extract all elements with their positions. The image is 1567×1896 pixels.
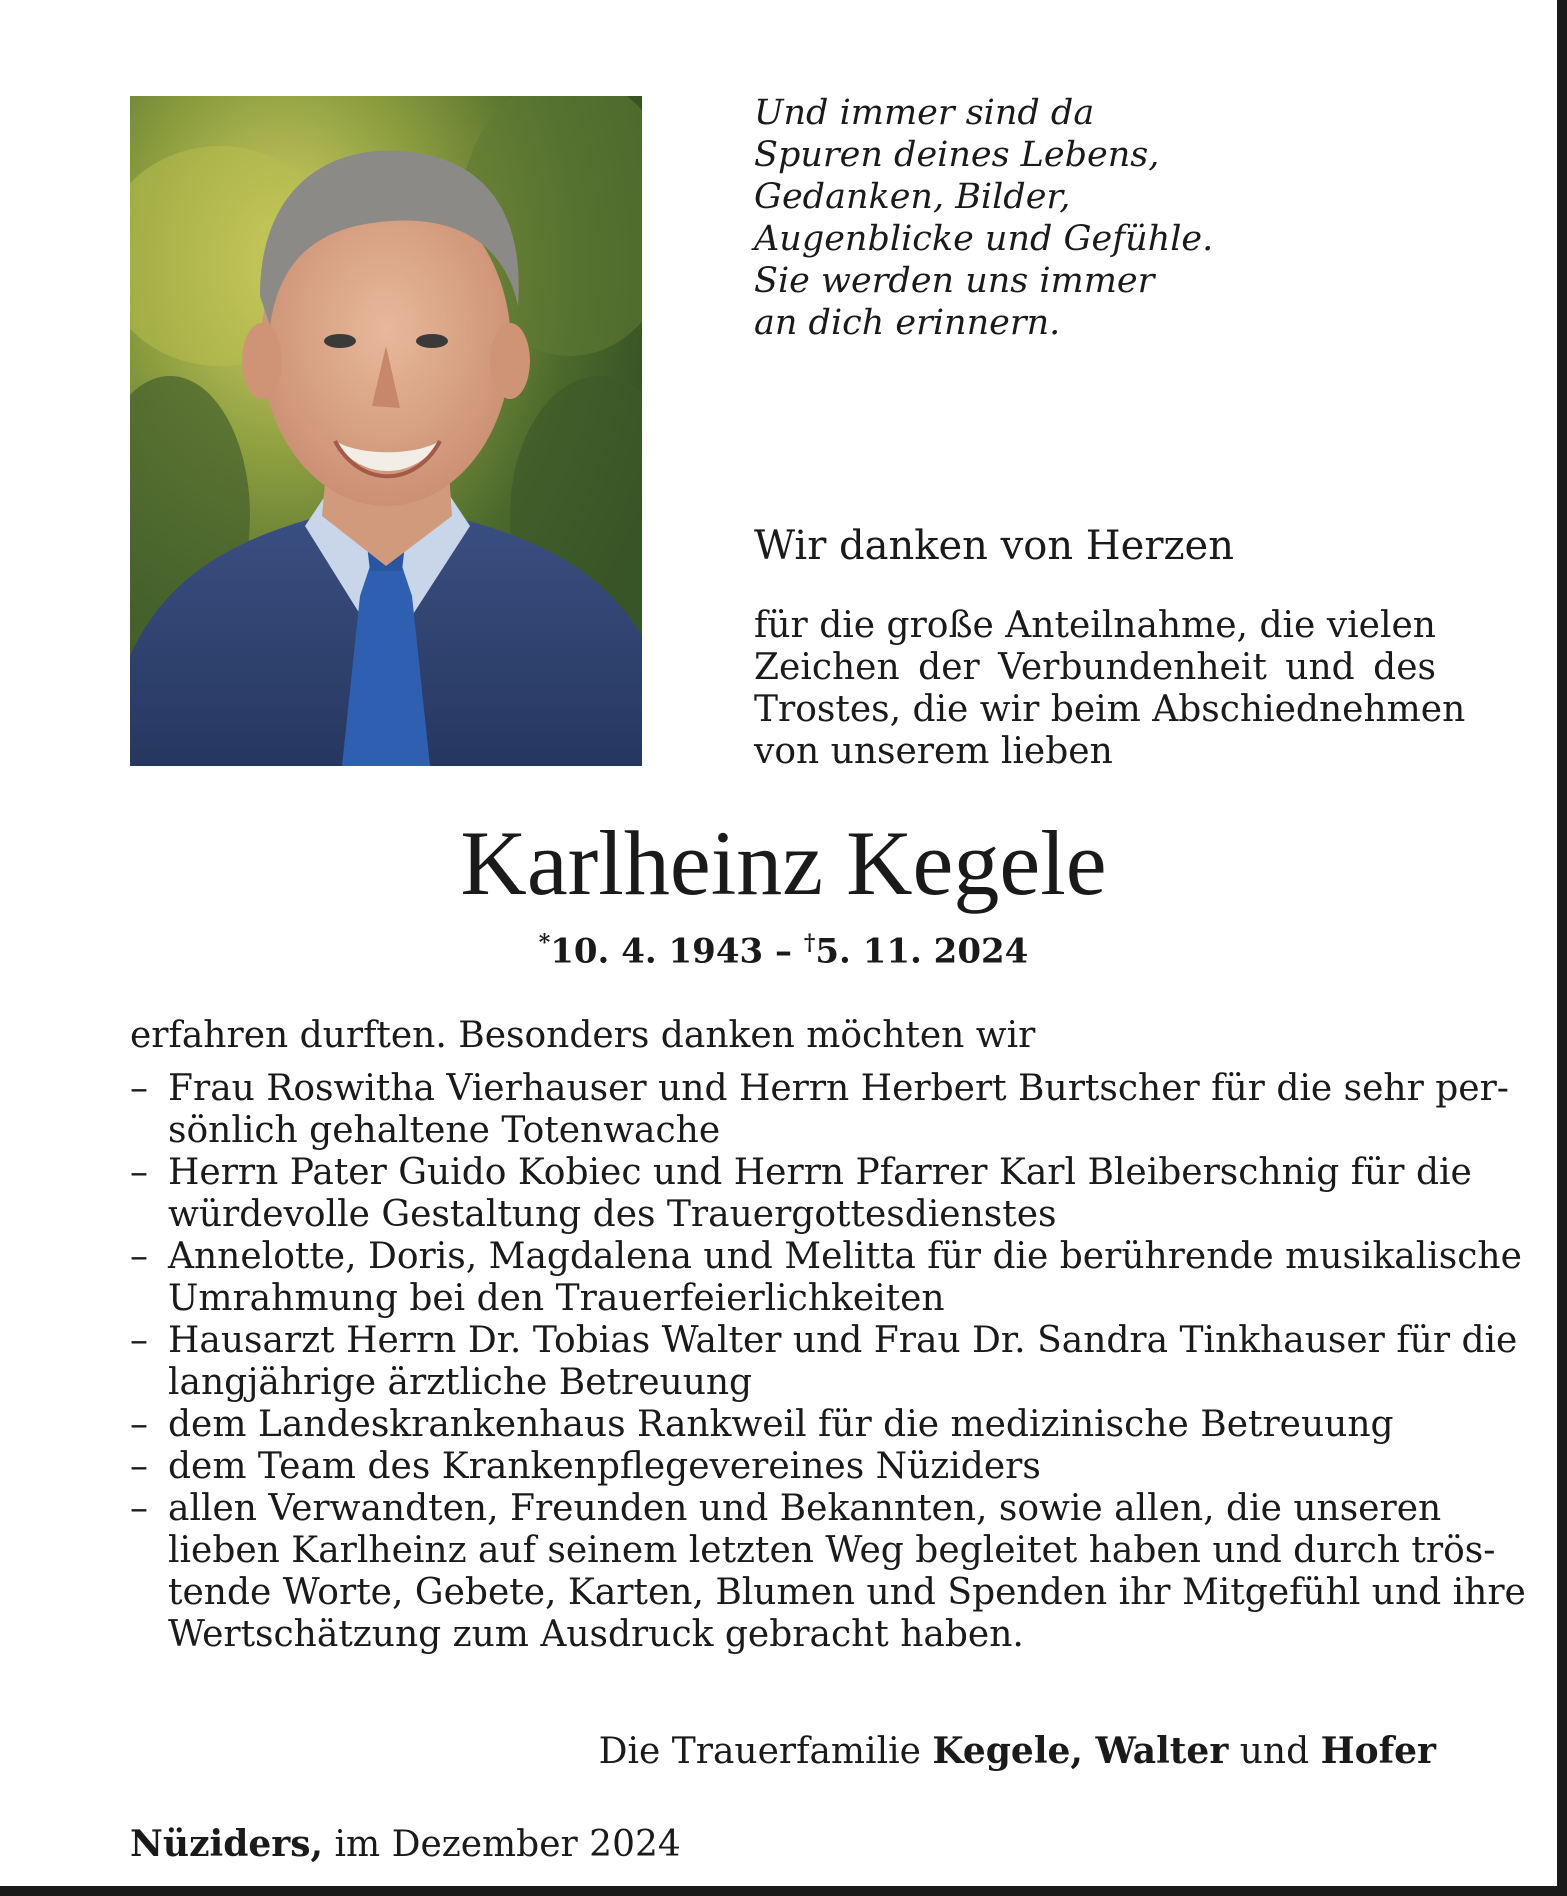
portrait-photo [130,96,642,766]
thanks-body-line: Trostes, die wir beim Abschiednehmen [754,689,1466,730]
list-item-line: Umrahmung bei den Trauerfeierlichkeiten [168,1278,945,1319]
list-dash: – [130,1236,148,1277]
list-item [130,1404,1436,1446]
place-date-text: im Dezember 2024 [323,1824,681,1865]
thanks-heading: Wir danken von Herzen [754,523,1234,569]
list-item-line: Annelotte, Doris, Magdalena und Melitta für die berührende musikalische [168,1236,1522,1277]
list-item-line: Frau Roswitha Vierhauser und Herrn Herbert Burtscher für die sehr per- [168,1068,1509,1109]
list-item [130,1236,1522,1320]
portrait-illustration [130,96,642,766]
family-name-1: Kegele, Walter [932,1730,1229,1772]
family-prefix: Die Trauerfamilie [598,1731,933,1772]
list-dash: – [130,1068,148,1109]
thanks-body-line: für die große Anteilnahme, die vielen [754,605,1436,646]
list-dash: – [130,1488,148,1529]
birth-date: 10. 4. 1943 [550,931,764,972]
list-item [130,1068,1509,1152]
family-name-2: Hofer [1320,1730,1436,1772]
list-item-line: tende Worte, Gebete, Karten, Blumen und Spenden ihr Mitgefühl und ihre [168,1572,1526,1613]
date-separator: – [763,931,804,972]
list-item-line: sönlich gehaltene Totenwache [168,1110,721,1151]
family-signature [599,1730,1436,1772]
list-item [130,1320,1518,1404]
death-symbol: † [803,930,816,956]
list-item [130,1488,1526,1656]
birth-symbol: * [538,930,551,956]
poem-line: Gedanken, Bilder, [754,177,1071,217]
list-item [130,1446,1436,1488]
poem-line: Spuren deines Lebens, [754,135,1160,175]
list-item-line: langjährige ärztliche Betreuung [168,1362,753,1403]
list-dash: – [130,1404,148,1445]
poem-line: Sie werden uns immer [754,261,1155,301]
deceased-name: Karlheinz Kegele [460,812,1107,914]
thanks-body-line: von unserem lieben [754,731,1113,772]
list-dash: – [130,1152,148,1193]
list-item-line: würdevolle Gestaltung des Trauergottesdienstes [168,1194,1057,1235]
list-item-line: dem Team des Krankenpflegevereines Nüziders [168,1446,1041,1487]
list-item-line: allen Verwandten, Freunden und Bekannten, sowie allen, die unseren [168,1488,1442,1529]
list-item-line: lieben Karlheinz auf seinem letzten Weg begleitet haben und durch trös- [168,1530,1496,1571]
life-dates [0,930,1567,971]
poem [754,92,1213,344]
place-date [130,1823,681,1865]
thanks-body [754,605,1466,773]
list-item-line: Wertschätzung zum Ausdruck gebracht haben. [168,1614,1024,1655]
place-town: Nüziders, [130,1823,324,1865]
poem-line: Augenblicke und Gefühle. [754,219,1214,259]
thanks-intro: erfahren durften. Besonders danken möchten wir [130,1015,1036,1056]
list-dash: – [130,1320,148,1361]
list-item [130,1152,1472,1236]
death-date: 5. 11. 2024 [815,931,1029,972]
thanks-body-line: Zeichen der Verbundenheit und des [754,647,1436,688]
family-and: und [1228,1731,1321,1772]
list-dash: – [130,1446,148,1487]
poem-line: an dich erinnern. [754,303,1061,343]
list-item-line: dem Landeskrankenhaus Rankweil für die medizinische Betreuung [168,1404,1394,1445]
list-item-line: Herrn Pater Guido Kobiec und Herrn Pfarrer Karl Bleiberschnig für die [168,1152,1472,1193]
list-item-line: Hausarzt Herrn Dr. Tobias Walter und Frau Dr. Sandra Tinkhauser für die [168,1320,1518,1361]
thanks-list [130,1068,1526,1656]
poem-line: Und immer sind da [754,93,1095,133]
